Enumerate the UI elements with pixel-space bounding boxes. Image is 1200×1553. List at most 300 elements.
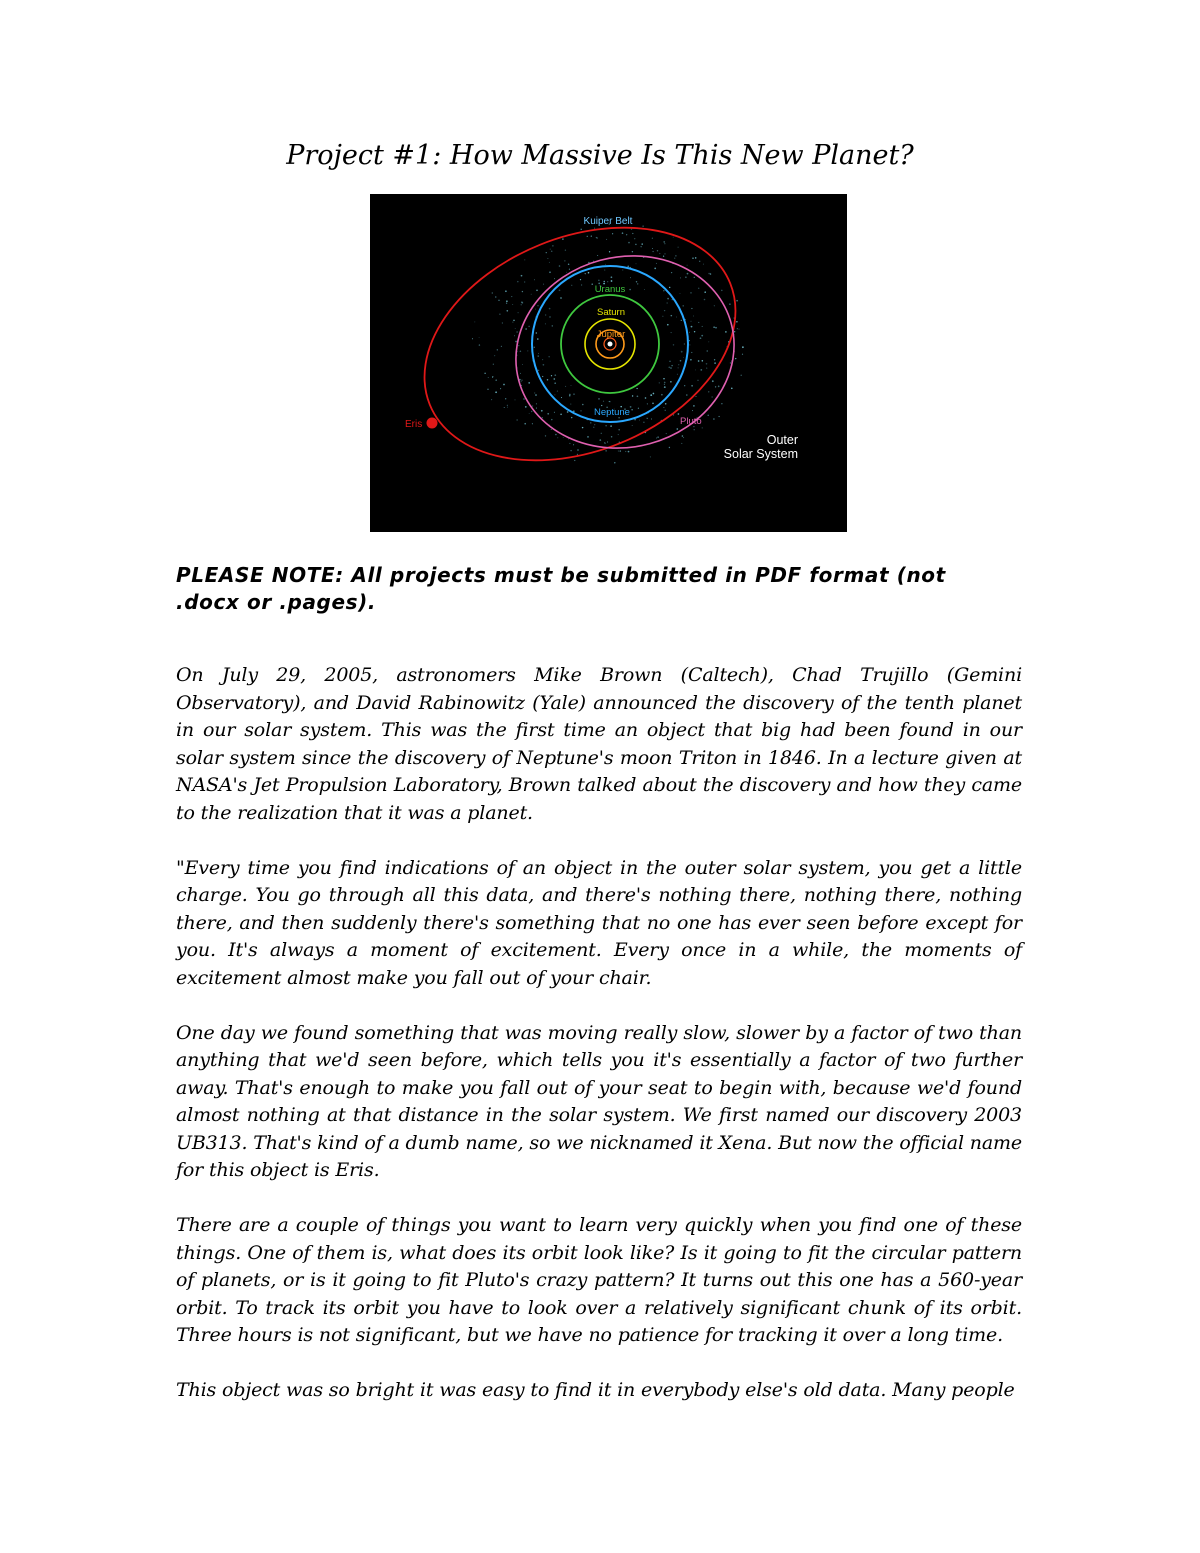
belt-dot	[566, 272, 567, 273]
belt-dot	[554, 412, 555, 413]
belt-dot	[501, 346, 502, 347]
belt-dot	[495, 379, 497, 381]
belt-dot	[684, 385, 685, 386]
belt-dot	[698, 322, 699, 323]
paragraph: There are a couple of things you want to learn very quickly when you find one of these things. One of them is, what does its orbit look like? Is it going to fit the circular pattern of planets, or is it going to fit Pluto's crazy pattern? It turns out this one has a 560-year orbit. To track its orbit you have to look over a relatively significant chunk of its orbit. Three hours is not significant, but we have no patience for tracking it over a long time.	[176, 1214, 1022, 1346]
belt-dot	[549, 356, 550, 357]
belt-dot	[664, 382, 666, 384]
belt-dot	[532, 423, 533, 424]
belt-dot	[569, 394, 570, 395]
belt-dot	[560, 297, 562, 299]
belt-dot	[683, 437, 684, 438]
belt-dot	[536, 289, 538, 291]
belt-dot	[571, 417, 572, 418]
belt-dot	[742, 346, 744, 348]
belt-dot	[517, 281, 519, 283]
belt-dot	[631, 229, 632, 230]
belt-dot	[577, 454, 578, 455]
belt-dot	[534, 392, 535, 393]
belt-dot	[678, 247, 679, 248]
belt-dot	[495, 296, 496, 297]
belt-dot	[495, 391, 497, 393]
belt-dot	[663, 256, 664, 257]
belt-dot	[700, 369, 702, 371]
belt-dot	[704, 291, 706, 293]
belt-dot	[596, 237, 597, 238]
belt-dot	[568, 264, 570, 266]
belt-dot	[645, 397, 647, 399]
belt-dot	[550, 249, 551, 250]
belt-dot	[580, 410, 581, 411]
belt-dot	[622, 232, 624, 234]
page-title: Project #1: How Massive Is This New Planet?	[286, 140, 914, 171]
belt-dot	[614, 462, 615, 463]
belt-dot	[663, 407, 664, 408]
belt-dot	[515, 328, 516, 329]
belt-dot	[591, 235, 592, 236]
belt-dot	[741, 375, 742, 376]
belt-dot	[638, 408, 639, 409]
belt-dot	[664, 310, 665, 311]
belt-dot	[561, 397, 562, 398]
belt-dot	[504, 407, 505, 408]
belt-dot	[517, 351, 518, 352]
belt-dot	[545, 323, 546, 324]
belt-dot	[604, 270, 605, 271]
belt-dot	[678, 364, 679, 365]
belt-dot	[522, 364, 523, 365]
belt-dot	[685, 276, 687, 278]
belt-dot	[681, 443, 682, 444]
belt-dot	[551, 375, 552, 376]
belt-dot	[542, 376, 543, 377]
belt-dot	[735, 358, 736, 359]
belt-dot	[610, 425, 612, 427]
belt-dot	[559, 289, 561, 291]
belt-dot	[535, 394, 537, 396]
belt-dot	[634, 238, 635, 239]
belt-dot	[704, 299, 706, 301]
belt-dot	[734, 331, 735, 332]
belt-dot	[580, 279, 581, 280]
belt-dot	[538, 355, 539, 356]
belt-dot	[474, 321, 475, 322]
belt-dot	[557, 437, 558, 438]
belt-dot	[605, 264, 606, 265]
belt-dot	[714, 362, 716, 364]
belt-dot	[669, 447, 670, 448]
belt-dot	[663, 378, 664, 379]
belt-dot	[570, 450, 571, 451]
belt-dot	[521, 304, 522, 305]
belt-dot	[545, 314, 546, 315]
belt-dot	[687, 273, 689, 275]
belt-dot	[630, 406, 632, 408]
belt-dot	[632, 251, 633, 252]
belt-dot	[521, 385, 522, 386]
belt-dot	[536, 408, 537, 409]
belt-dot	[499, 313, 500, 314]
belt-dot	[698, 288, 699, 289]
belt-dot	[680, 293, 681, 294]
belt-dot	[721, 403, 722, 404]
belt-dot	[549, 308, 551, 310]
belt-dot	[524, 423, 526, 425]
belt-dot	[729, 303, 731, 305]
belt-dot	[531, 411, 532, 412]
outer-solar-system-figure	[370, 194, 847, 532]
jupiter-label: Jupiter	[596, 329, 626, 340]
belt-dot	[492, 376, 493, 377]
belt-dot	[702, 326, 703, 327]
belt-dot	[622, 270, 623, 271]
belt-dot	[604, 281, 605, 282]
belt-dot	[563, 437, 564, 438]
belt-dot	[730, 362, 731, 363]
belt-dot	[670, 367, 672, 369]
belt-dot	[680, 360, 682, 362]
belt-dot	[507, 407, 508, 408]
belt-dot	[601, 405, 602, 406]
belt-dot	[626, 234, 627, 235]
belt-dot	[593, 427, 594, 428]
orbit-diagram	[370, 194, 847, 532]
belt-dot	[671, 272, 672, 273]
belt-dot	[567, 411, 569, 413]
belt-dot	[632, 425, 633, 426]
belt-dot	[715, 327, 717, 329]
belt-dot	[661, 394, 663, 396]
belt-dot	[719, 416, 720, 417]
belt-dot	[625, 451, 626, 452]
belt-dot	[665, 403, 667, 405]
belt-dot	[706, 367, 707, 368]
belt-dot	[656, 263, 657, 264]
belt-dot	[739, 329, 740, 330]
belt-dot	[737, 328, 738, 329]
belt-dot	[652, 248, 653, 249]
belt-dot	[695, 257, 697, 259]
belt-dot	[681, 320, 682, 321]
belt-dot	[503, 384, 505, 386]
belt-dot	[607, 281, 608, 282]
belt-dot	[725, 331, 727, 333]
belt-dot	[708, 341, 709, 342]
belt-dot	[494, 355, 495, 356]
belt-dot	[691, 326, 693, 328]
belt-dot	[536, 332, 537, 333]
belt-dot	[587, 236, 588, 237]
belt-dot	[547, 379, 549, 381]
belt-dot	[669, 287, 670, 288]
belt-dot	[611, 436, 613, 438]
belt-dot	[718, 386, 719, 387]
belt-dot	[653, 393, 655, 395]
pluto-label: Pluto	[680, 416, 702, 427]
belt-dot	[553, 378, 555, 380]
belt-dot	[636, 388, 637, 389]
belt-dot	[523, 398, 524, 399]
belt-dot	[529, 413, 530, 414]
caption-line1: Outer	[766, 433, 798, 447]
belt-dot	[590, 422, 591, 423]
belt-dot	[663, 290, 664, 291]
belt-dot	[641, 243, 642, 244]
belt-dot	[581, 285, 582, 286]
belt-dot	[710, 273, 712, 275]
belt-dot	[736, 321, 738, 323]
belt-dot	[708, 273, 710, 275]
belt-dot	[582, 404, 584, 406]
belt-dot	[484, 373, 485, 374]
belt-dot	[524, 281, 525, 282]
belt-dot	[554, 382, 556, 384]
belt-dot	[605, 450, 606, 451]
belt-dot	[656, 438, 657, 439]
belt-dot	[731, 388, 733, 390]
belt-dot	[511, 296, 512, 297]
belt-dot	[542, 417, 543, 418]
belt-dot	[706, 363, 708, 365]
belt-dot	[505, 398, 506, 399]
belt-dot	[681, 351, 683, 353]
belt-dot	[532, 405, 534, 407]
belt-dot	[707, 350, 708, 351]
belt-dot	[714, 305, 715, 306]
belt-dot	[542, 359, 543, 360]
belt-dot	[500, 388, 501, 389]
belt-dot	[594, 424, 595, 425]
belt-dot	[534, 279, 535, 280]
belt-dot	[609, 251, 610, 252]
belt-dot	[708, 391, 709, 392]
belt-dot	[693, 405, 695, 407]
belt-dot	[712, 380, 714, 382]
belt-dot	[538, 370, 539, 371]
belt-dot	[698, 380, 699, 381]
belt-dot	[714, 359, 715, 360]
belt-dot	[585, 273, 586, 274]
belt-dot	[742, 354, 743, 355]
belt-dot	[598, 398, 600, 400]
belt-dot	[531, 294, 532, 295]
belt-dot	[664, 386, 666, 388]
belt-dot	[604, 442, 605, 443]
belt-dot	[695, 369, 696, 370]
uranus-label: Uranus	[594, 284, 626, 295]
belt-dot	[715, 386, 716, 387]
belt-dot	[594, 228, 595, 229]
belt-dot	[515, 341, 517, 343]
belt-dot	[532, 360, 533, 361]
belt-dot	[713, 418, 715, 420]
belt-dot	[551, 429, 552, 430]
belt-dot	[654, 268, 656, 270]
belt-dot	[636, 281, 637, 282]
belt-dot	[554, 278, 555, 279]
belt-dot	[573, 393, 574, 394]
belt-dot	[545, 435, 546, 436]
belt-dot	[549, 262, 550, 263]
belt-dot	[667, 324, 669, 326]
belt-dot	[611, 280, 613, 282]
belt-dot	[581, 229, 582, 230]
belt-dot	[543, 284, 544, 285]
belt-dot	[667, 303, 668, 304]
belt-dot	[549, 316, 550, 317]
belt-dot	[671, 315, 673, 317]
belt-dot	[506, 300, 508, 302]
belt-dot	[683, 357, 684, 358]
belt-dot	[690, 292, 691, 293]
belt-dot	[502, 323, 503, 324]
figure-background	[370, 194, 847, 532]
belt-dot	[672, 299, 673, 300]
paragraph: This object was so bright it was easy to find it in everybody else's old data. Many people	[176, 1379, 1015, 1401]
belt-dot	[514, 335, 515, 336]
belt-dot	[564, 260, 565, 261]
belt-dot	[665, 410, 666, 411]
belt-dot	[647, 403, 648, 404]
belt-dot	[694, 429, 695, 430]
belt-dot	[541, 410, 543, 412]
belt-dot	[673, 344, 674, 345]
belt-dot	[692, 410, 693, 411]
paragraph: "Every time you find indications of an object in the outer solar system, you get a little charge. You go through all this data, and there's nothing there, nothing there, nothing there, and then suddenly there's something that no one has ever seen before except for you. It's always a moment of excitement. Every once in a while, the moments of excitement almost make you fall out of your chair.	[176, 856, 1022, 989]
belt-dot	[677, 374, 678, 375]
belt-dot	[650, 456, 651, 457]
belt-dot	[571, 285, 572, 286]
belt-dot	[525, 328, 526, 329]
belt-dot	[670, 381, 672, 383]
belt-dot	[479, 337, 480, 338]
belt-dot	[609, 401, 610, 402]
belt-dot	[603, 401, 604, 402]
belt-dot	[683, 305, 684, 306]
belt-dot	[637, 283, 638, 284]
belt-dot	[543, 364, 545, 366]
belt-dot	[534, 347, 535, 348]
belt-dot	[565, 386, 566, 387]
belt-dot	[554, 374, 556, 376]
belt-dot	[692, 257, 694, 259]
belt-dot	[637, 395, 639, 397]
belt-dot	[535, 309, 536, 310]
belt-dot	[694, 277, 695, 278]
belt-dot	[488, 377, 489, 378]
belt-dot	[599, 439, 601, 441]
belt-dot	[491, 399, 492, 400]
belt-dot	[691, 321, 692, 322]
belt-dot	[520, 373, 521, 374]
belt-dot	[555, 434, 557, 436]
belt-dot	[598, 280, 599, 281]
belt-dot	[513, 320, 514, 321]
belt-dot	[528, 382, 530, 384]
belt-dot	[479, 344, 480, 345]
belt-dot	[631, 409, 632, 410]
belt-dot	[659, 382, 660, 383]
belt-dot	[506, 310, 508, 312]
belt-dot	[686, 394, 688, 396]
belt-dot	[505, 290, 507, 292]
eris-label: Eris	[405, 419, 423, 430]
belt-dot	[520, 351, 522, 353]
belt-dot	[528, 326, 530, 328]
belt-dot	[644, 289, 645, 290]
belt-dot	[552, 325, 554, 327]
belt-dot	[549, 271, 551, 273]
belt-dot	[657, 250, 658, 251]
belt-dot	[650, 394, 652, 396]
belt-dot	[559, 265, 561, 267]
belt-dot	[507, 405, 508, 406]
belt-dot	[632, 395, 633, 396]
belt-dot	[652, 403, 654, 405]
belt-dot	[522, 291, 523, 292]
belt-dot	[652, 251, 653, 252]
belt-dot	[607, 442, 608, 443]
belt-dot	[551, 251, 553, 253]
belt-dot	[537, 338, 539, 340]
belt-dot	[554, 394, 555, 395]
belt-dot	[671, 332, 672, 333]
belt-dot	[521, 275, 523, 277]
belt-dot	[601, 433, 602, 434]
belt-dot	[538, 353, 539, 354]
belt-dot	[618, 434, 619, 435]
belt-dot	[492, 293, 493, 294]
belt-dot	[689, 332, 690, 333]
belt-dot	[497, 349, 498, 350]
belt-dot	[551, 419, 552, 420]
belt-dot	[606, 239, 607, 240]
belt-dot	[620, 450, 621, 451]
belt-dot	[571, 385, 572, 386]
belt-dot	[642, 225, 643, 226]
belt-dot	[641, 246, 642, 247]
belt-dot	[663, 241, 665, 243]
belt-dot	[627, 266, 629, 268]
belt-dot	[721, 290, 723, 292]
belt-dot	[582, 427, 583, 428]
belt-dot	[700, 337, 702, 339]
belt-dot	[736, 300, 738, 302]
belt-dot	[682, 435, 684, 437]
belt-dot	[690, 359, 692, 361]
belt-dot	[668, 366, 670, 368]
belt-dot	[664, 253, 665, 254]
belt-dot	[687, 265, 688, 266]
belt-dot	[635, 244, 637, 246]
belt-dot	[651, 419, 652, 420]
sun	[608, 342, 613, 347]
belt-dot	[560, 414, 562, 416]
belt-dot	[669, 361, 670, 362]
belt-dot	[498, 300, 499, 301]
belt-dot	[527, 350, 528, 351]
kuiper-belt-label: Kuiper Belt	[583, 216, 633, 227]
belt-dot	[667, 298, 669, 300]
paragraph: One day we found something that was moving really slow, slower by a factor of two than anything that we'd seen before, which tells you it's essentially a factor of two further away. That's enough to make you fall out of your seat to begin with, because we'd found almost nothing at that distance in the solar system. We first named our discovery 2003 UB313. That's kind of a dumb name, so we nicknamed it Xena. But now the official name for this object is Eris.	[176, 1021, 1022, 1181]
belt-dot	[537, 305, 538, 306]
belt-dot	[689, 344, 690, 345]
belt-dot	[618, 451, 619, 452]
submission-note: PLEASE NOTE: All projects must be submitted in PDF format (not .docx or .pages).	[176, 563, 946, 614]
belt-dot	[712, 397, 713, 398]
belt-dot	[587, 436, 589, 438]
belt-dot	[678, 367, 679, 368]
